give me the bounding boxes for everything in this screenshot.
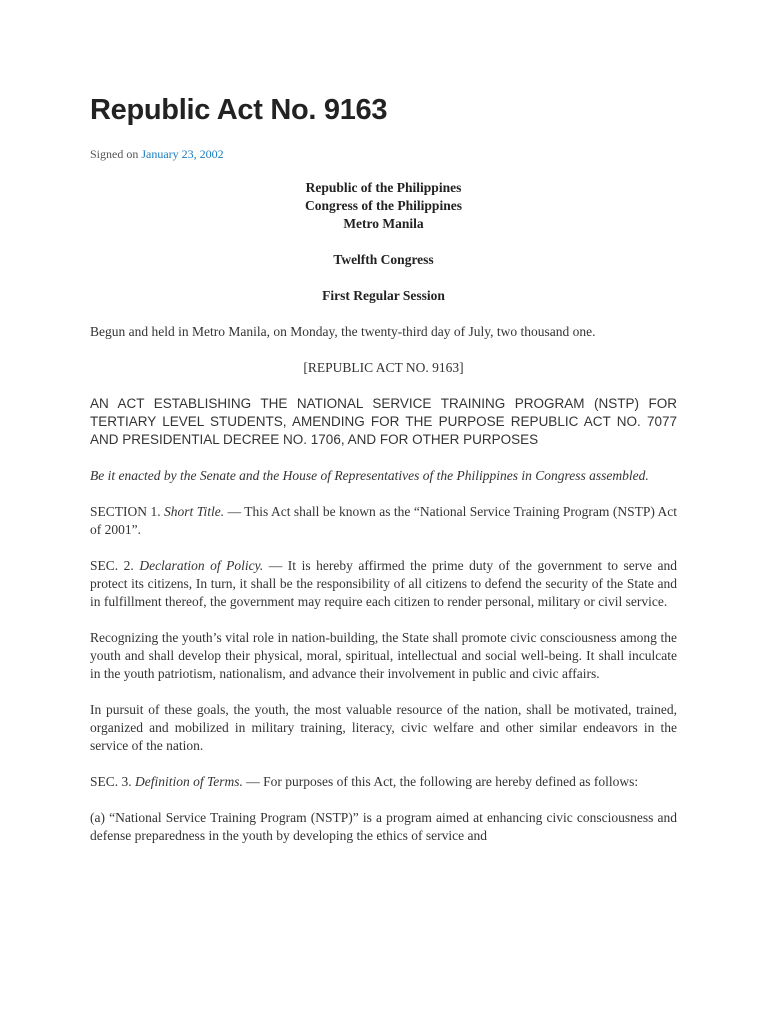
enacting-clause: Be it enacted by the Senate and the House of Representatives of the Philippines in Congress assembled.	[90, 468, 649, 483]
youth-role-paragraph: Recognizing the youth’s vital role in nation-building, the State shall promote civic consciousness among the youth and shall develop their physical, moral, spiritual, intellectual and social well-being. It shall inculcate in the youth patriotism, nationalism, and advance their involvement in public and civic affairs.	[90, 630, 677, 681]
section-2-heading: Declaration of Policy.	[139, 558, 264, 573]
header-location: Metro Manila	[343, 216, 424, 231]
congress-label: Twelfth Congress	[333, 252, 434, 267]
session-label: First Regular Session	[322, 288, 445, 303]
section-2-label: SEC. 2.	[90, 558, 134, 573]
goals-paragraph: In pursuit of these goals, the youth, the most valuable resource of the nation, shall be motivated, trained, organized and mobilized in military training, literacy, civic welfare and other similar endeavors in the service of the nation.	[90, 702, 677, 753]
section-1-label: SECTION 1.	[90, 504, 161, 519]
act-number: [REPUBLIC ACT NO. 9163]	[303, 360, 464, 375]
header-block	[90, 179, 677, 233]
signed-date-link[interactable]: January 23, 2002	[141, 147, 224, 161]
signed-line	[90, 146, 677, 162]
section-1-text: — This Act shall be known as the “National Service Training Program (NSTP) Act of 2001”.	[90, 504, 678, 537]
section-3-text: — For purposes of this Act, the following are hereby defined as follows:	[246, 774, 639, 789]
section-3	[90, 773, 677, 791]
section-2-text: — It is hereby affirmed the prime duty of the government to serve and protect its citizens, In turn, it shall be the responsibility of all citizens to defend the security of the State and in fulfillment thereof, the government may require each citizen to render personal, military or civil service.	[90, 558, 678, 609]
section-3-label: SEC. 3.	[90, 774, 132, 789]
begun-paragraph: Begun and held in Metro Manila, on Monday, the twenty-third day of July, two thousand one.	[90, 324, 596, 339]
section-3-heading: Definition of Terms.	[135, 774, 243, 789]
signed-prefix: Signed on	[90, 147, 139, 161]
act-title: AN ACT ESTABLISHING THE NATIONAL SERVICE TRAINING PROGRAM (NSTP) FOR TERTIARY LEVEL STUDENTS, AMENDING FOR THE PURPOSE REPUBLIC ACT NO. 7077 AND PRESIDENTIAL DECREE NO. 1706, AND FOR OTHER PURPOSES	[90, 396, 677, 447]
header-congress: Congress of the Philippines	[305, 198, 462, 213]
definition-a: (a) “National Service Training Program (NSTP)” is a program aimed at enhancing civic consciousness and defense preparedness in the youth by developing the ethics of service and	[90, 810, 677, 843]
document-page	[90, 92, 677, 845]
header-republic: Republic of the Philippines	[305, 180, 462, 195]
section-1	[90, 503, 677, 539]
section-2	[90, 557, 677, 611]
section-1-heading: Short Title.	[164, 504, 225, 519]
page-title: Republic Act No. 9163	[90, 94, 388, 126]
